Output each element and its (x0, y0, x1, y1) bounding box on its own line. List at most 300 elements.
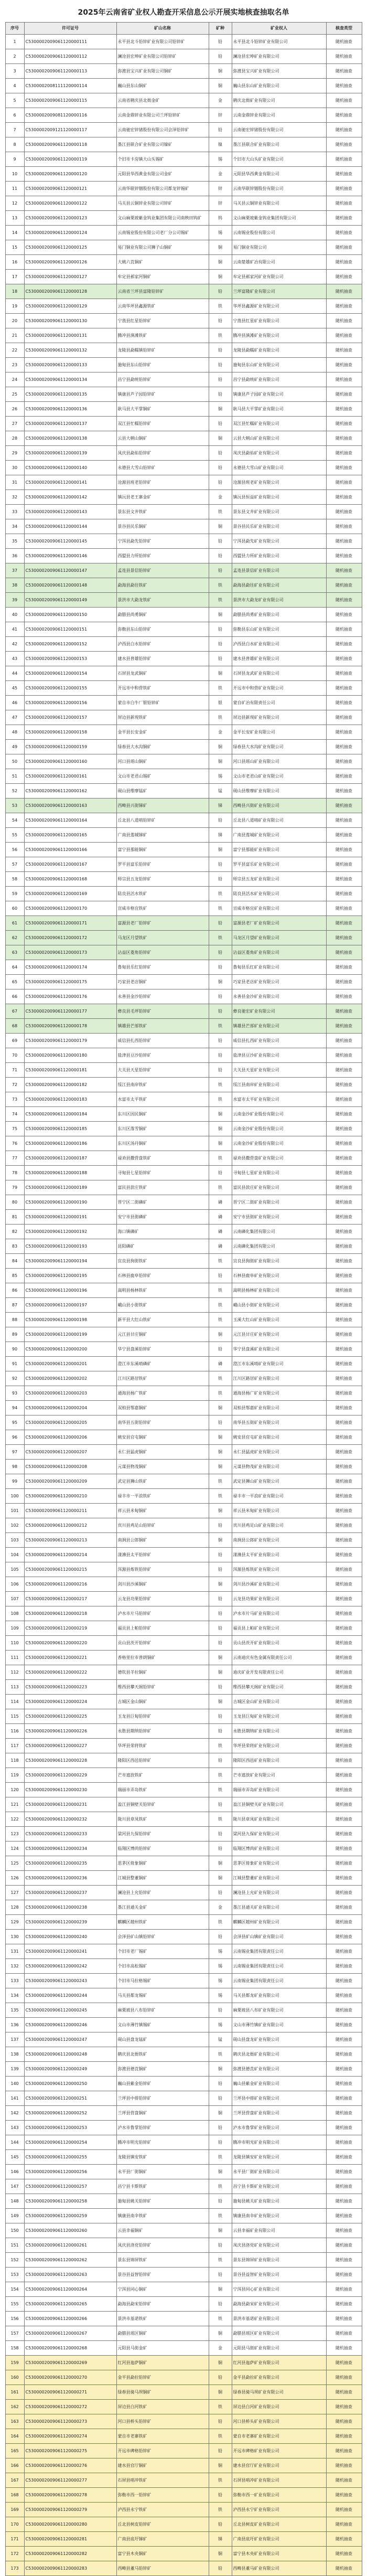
mine-name-cell: 景谷县益智铅锌矿 (116, 2268, 209, 2282)
check-type-cell: 随机抽查 (326, 1239, 362, 1254)
rights-holder-cell: 祥云县米甸矿业有限公司 (232, 1504, 326, 1518)
mine-name-cell: 宁蒗县红星铅锌矿 (116, 314, 209, 328)
row-number-cell: 45 (5, 681, 24, 696)
rights-holder-cell: 建水县普雄矿业有限公司 (232, 652, 326, 666)
row-number-cell: 23 (5, 358, 24, 372)
check-type-cell: 随机抽查 (326, 1371, 362, 1386)
license-number-cell: C5300002009061120000132 (24, 343, 116, 358)
row-number-cell: 51 (5, 769, 24, 784)
rights-holder-cell: 广南县莲城矿业有限公司 (232, 828, 326, 843)
mineral-type-cell: 铁 (209, 2503, 232, 2517)
table-row (5, 1386, 362, 1401)
table-row (5, 358, 362, 372)
check-type-cell: 随机抽查 (326, 1930, 362, 1944)
row-number-cell: 49 (5, 740, 24, 754)
mine-name-cell: 巍山县东山铜矿 (116, 79, 209, 93)
rights-holder-cell: 马关县云铜锌业有限公司 (232, 196, 326, 211)
table-row (5, 563, 362, 578)
rights-holder-cell: 姚安县官屯矿业有限公司 (232, 1430, 326, 1445)
license-number-cell: C5300002009061120000147 (24, 563, 116, 578)
license-number-cell: C5300002009061120000246 (24, 2018, 116, 2032)
check-type-cell: 随机抽查 (326, 1034, 362, 1048)
mineral-type-cell: 铁 (209, 1489, 232, 1504)
mineral-type-cell: 铅 (209, 1606, 232, 1621)
rights-holder-cell: 西畴县董马矿业有限公司 (232, 2561, 326, 2576)
mineral-type-cell: 铜 (209, 519, 232, 534)
mine-name-cell: 云龙县功果铅锌矿 (116, 1592, 209, 1606)
mineral-type-cell: 铜 (209, 843, 232, 857)
table-row (5, 1225, 362, 1239)
row-number-cell: 6 (5, 108, 24, 123)
mine-name-cell: 丘北县八道哨铅锌矿 (116, 813, 209, 828)
mineral-type-cell: 铅 (209, 2077, 232, 2091)
check-type-cell: 随机抽查 (326, 1533, 362, 1548)
mineral-type-cell: 铜 (209, 1107, 232, 1122)
row-number-cell: 58 (5, 872, 24, 887)
mineral-type-cell: 铅 (209, 2121, 232, 2135)
license-number-cell: C5300002009061120000140 (24, 461, 116, 475)
row-number-cell: 44 (5, 666, 24, 681)
check-type-cell: 随机抽查 (326, 1254, 362, 1269)
row-number-cell: 8 (5, 137, 24, 152)
rights-holder-cell: 腾冲市明光矿业有限公司 (232, 2135, 326, 2150)
table-row (5, 1048, 362, 1063)
mine-name-cell: 宁洱县同心铜矿 (116, 2282, 209, 2297)
check-type-cell: 随机抽查 (326, 1621, 362, 1636)
license-number-cell: C5300002009061120000186 (24, 1136, 116, 1151)
mineral-type-cell: 铅 (209, 1048, 232, 1063)
mineral-type-cell: 铅 (209, 1680, 232, 1695)
rights-holder-cell: 绿春县大水沟矿业有限公司 (232, 740, 326, 754)
mineral-type-cell: 铅 (209, 872, 232, 887)
mineral-type-cell: 铅 (209, 1753, 232, 1768)
rights-holder-cell: 云县幸福矿业有限公司 (232, 2223, 326, 2238)
mine-name-cell: 富宁县那能铜矿 (116, 843, 209, 857)
table-row (5, 1592, 362, 1606)
rights-holder-cell: 昌宁县卡斯矿业有限公司 (232, 2179, 326, 2194)
license-number-cell: C5300002009061120000173 (24, 945, 116, 960)
check-type-cell: 随机抽查 (326, 2356, 362, 2370)
rights-holder-cell: 会泽县矿山镇矿业有限公司 (232, 1930, 326, 1944)
check-type-cell: 随机抽查 (326, 2297, 362, 2312)
rights-holder-cell: 陆良县活水矿业有限公司 (232, 887, 326, 901)
mine-name-cell: 巍山县紫金铅锌矿 (116, 2077, 209, 2091)
row-number-cell: 74 (5, 1107, 24, 1122)
row-number-cell: 61 (5, 916, 24, 931)
mine-name-cell: 建水县普雄铅锌矿 (116, 652, 209, 666)
license-number-cell: C5300002009061120000204 (24, 1401, 116, 1415)
license-number-cell: C5300002009061120000268 (24, 2341, 116, 2356)
mineral-type-cell: 铜 (209, 2385, 232, 2400)
table-row (5, 1680, 362, 1695)
mine-name-cell: 昌宁县卡斯铁矿 (116, 2179, 209, 2194)
rights-holder-cell: 丘北县树皮矿业有限公司 (232, 2517, 326, 2532)
mine-name-cell: 开远市中和营铁矿 (116, 681, 209, 696)
rights-holder-cell: 马龙区月望矿业有限公司 (232, 931, 326, 945)
mine-name-cell: 富民县款庄铁矿 (116, 1180, 209, 1195)
table-row (5, 710, 362, 725)
table-row (5, 2238, 362, 2253)
mine-name-cell: 河口县桥头铅锌矿 (116, 2414, 209, 2429)
mine-name-cell: 禄劝县撒营盘铁矿 (116, 1151, 209, 1166)
column-header-no: 序号 (5, 23, 24, 35)
table-row (5, 1445, 362, 1460)
check-type-cell: 随机抽查 (326, 284, 362, 299)
check-type-cell: 随机抽查 (326, 989, 362, 1004)
license-number-cell: C5300002009061120000230 (24, 1783, 116, 1797)
mineral-type-cell: 铅 (209, 622, 232, 637)
check-type-cell: 随机抽查 (326, 1827, 362, 1841)
mine-name-cell: 鲁甸县乐红铅锌矿 (116, 960, 209, 975)
license-number-cell: C5300002009061120000143 (24, 505, 116, 519)
rights-holder-cell: 洱源县炼铁矿业有限公司 (232, 1562, 326, 1577)
row-number-cell: 104 (5, 1548, 24, 1562)
rights-holder-cell: 嵩明县杨林矿业有限公司 (232, 1283, 326, 1298)
table-row (5, 916, 362, 931)
mineral-type-cell: 铜 (209, 431, 232, 446)
rights-holder-cell: 石屏县龙武矿业有限公司 (232, 666, 326, 681)
license-number-cell: C5300002009061120000265 (24, 2297, 116, 2312)
rights-holder-cell: 凤庆县勐佑矿业有限公司 (232, 446, 326, 461)
mine-name-cell: 澄江市东溪哨磷矿 (116, 1357, 209, 1371)
check-type-cell: 随机抽查 (326, 916, 362, 931)
mineral-type-cell: 铜 (209, 2356, 232, 2370)
license-number-cell: C5300002009061120000235 (24, 1856, 116, 1871)
rights-holder-cell: 镇康县南伞矿业有限公司 (232, 2209, 326, 2223)
table-row (5, 1210, 362, 1225)
license-number-cell: C5300002009061120000271 (24, 2385, 116, 2400)
license-number-cell: C5300002009061120000270 (24, 2370, 116, 2385)
row-number-cell: 55 (5, 828, 24, 843)
check-type-cell: 随机抽查 (326, 1122, 362, 1136)
rights-holder-cell: 江川区路居矿业有限公司 (232, 1371, 326, 1386)
rights-holder-cell: 个旧市大山头矿业有限公司 (232, 152, 326, 167)
row-number-cell: 101 (5, 1504, 24, 1518)
check-type-cell: 随机抽查 (326, 343, 362, 358)
check-type-cell: 随机抽查 (326, 1474, 362, 1489)
check-type-cell: 随机抽查 (326, 2488, 362, 2503)
check-type-cell: 随机抽查 (326, 402, 362, 417)
table-row (5, 740, 362, 754)
license-number-cell: C5300002009061120000197 (24, 1298, 116, 1313)
license-number-cell: C5300002009061120000232 (24, 1812, 116, 1827)
license-number-cell: C5300002009061120000262 (24, 2253, 116, 2268)
mine-name-cell: 水富市太平铁矿 (116, 1092, 209, 1107)
check-type-cell: 随机抽查 (326, 490, 362, 505)
mine-name-cell: 华宁县盘溪铅锌矿 (116, 1342, 209, 1357)
license-number-cell: C5300002009061120000282 (24, 2547, 116, 2561)
row-number-cell: 59 (5, 887, 24, 901)
mine-name-cell: 隆阳区西邑铅锌矿 (116, 1753, 209, 1768)
check-type-cell: 随机抽查 (326, 1401, 362, 1415)
mineral-type-cell: 铅 (209, 1004, 232, 1019)
check-type-cell: 随机抽查 (326, 1724, 362, 1739)
mineral-type-cell: 铅 (209, 534, 232, 549)
mineral-type-cell: 铁 (209, 901, 232, 916)
mine-name-cell: 通海县杨广铁矿 (116, 1386, 209, 1401)
license-number-cell: C5300002009061120000128 (24, 284, 116, 299)
row-number-cell: 97 (5, 1445, 24, 1460)
table-row (5, 2062, 362, 2077)
row-number-cell: 166 (5, 2458, 24, 2473)
row-number-cell: 5 (5, 93, 24, 108)
mine-name-cell: 金平县长安金矿 (116, 725, 209, 740)
mine-name-cell: 石屏县龙武铜矿 (116, 666, 209, 681)
mine-name-cell: 鹤庆县北衙铁矿 (116, 2047, 209, 2062)
table-row (5, 1474, 362, 1489)
license-number-cell: C5300002009061120000240 (24, 1930, 116, 1944)
row-number-cell: 4 (5, 79, 24, 93)
mineral-type-cell: 铅 (209, 2488, 232, 2503)
mine-name-cell: 洱源县炼铁铅锌矿 (116, 1562, 209, 1577)
row-number-cell: 31 (5, 475, 24, 490)
mine-name-cell: 会泽县矿山镇铅锌矿 (116, 1930, 209, 1944)
mineral-type-cell: 铜 (209, 2062, 232, 2077)
mineral-type-cell: 锡 (209, 1959, 232, 1974)
check-type-cell: 随机抽查 (326, 2429, 362, 2444)
row-number-cell: 98 (5, 1460, 24, 1474)
check-type-cell: 随机抽查 (326, 270, 362, 284)
table-row (5, 431, 362, 446)
table-row (5, 1019, 362, 1034)
license-number-cell: C5300002009061120000251 (24, 2091, 116, 2106)
table-row (5, 637, 362, 652)
rights-holder-cell: 墨江县联合矿业有限公司 (232, 137, 326, 152)
mineral-type-cell: 铁 (209, 1092, 232, 1107)
rights-holder-cell: 盈江县铜壁关矿业有限公司 (232, 1797, 326, 1812)
row-number-cell: 70 (5, 1048, 24, 1063)
check-type-cell: 随机抽查 (326, 1180, 362, 1195)
mineral-type-cell: 铜 (209, 2547, 232, 2561)
table-row (5, 2003, 362, 2018)
check-type-cell: 随机抽查 (326, 1269, 362, 1283)
check-type-cell: 随机抽查 (326, 314, 362, 328)
license-number-cell: C5300002009061120000261 (24, 2238, 116, 2253)
row-number-cell: 152 (5, 2253, 24, 2268)
mine-name-cell: 东川区因民铜矿 (116, 1107, 209, 1122)
mine-name-cell: 施甸县姚关铅锌矿 (116, 2194, 209, 2209)
mine-name-cell: 云南锡业股份有限公司老厂分公司锡矿 (116, 226, 209, 240)
mineral-type-cell: 铅 (209, 652, 232, 666)
check-type-cell: 随机抽查 (326, 960, 362, 975)
license-number-cell: C5300002009061120000111 (24, 35, 116, 49)
rights-holder-cell: 龙陵县镇安矿业有限公司 (232, 2150, 326, 2165)
rights-holder-cell: 元谋县物茂矿业有限公司 (232, 1460, 326, 1474)
mine-name-cell: 剑川县沙溪铜矿 (116, 1577, 209, 1592)
rights-holder-cell: 云南锡业股份有限公司 (232, 226, 326, 240)
table-row (5, 1357, 362, 1371)
row-number-cell: 124 (5, 1841, 24, 1856)
license-number-cell: C5300002009061120000218 (24, 1606, 116, 1621)
row-number-cell: 80 (5, 1195, 24, 1210)
mineral-type-cell: 铅 (209, 2238, 232, 2253)
mineral-type-cell: 铁 (209, 1783, 232, 1797)
rights-holder-cell: 巍山县紫金矿业有限公司 (232, 2077, 326, 2091)
mine-name-cell: 大关县天星铅锌矿 (116, 1063, 209, 1078)
license-number-cell: C5300002009061120000150 (24, 608, 116, 622)
row-number-cell: 173 (5, 2561, 24, 2576)
row-number-cell: 140 (5, 2077, 24, 2091)
check-type-cell: 随机抽查 (326, 1004, 362, 1019)
table-row (5, 608, 362, 622)
row-number-cell: 33 (5, 505, 24, 519)
mine-name-cell: 绿春县大水沟铜矿 (116, 740, 209, 754)
mineral-type-cell: 铅 (209, 1063, 232, 1078)
row-number-cell: 136 (5, 2018, 24, 2032)
row-number-cell: 102 (5, 1518, 24, 1533)
check-type-cell: 随机抽查 (326, 549, 362, 563)
rights-holder-cell: 河口县瑶山矿业有限公司 (232, 754, 326, 769)
row-number-cell: 75 (5, 1122, 24, 1136)
license-number-cell: C5300002009061120000260 (24, 2223, 116, 2238)
row-number-cell: 26 (5, 402, 24, 417)
table-row (5, 1988, 362, 2003)
check-type-cell: 随机抽查 (326, 637, 362, 652)
table-row (5, 505, 362, 519)
check-type-cell: 随机抽查 (326, 49, 362, 64)
mine-name-cell: 江川区路居铁矿 (116, 1371, 209, 1386)
table-row (5, 813, 362, 828)
rights-holder-cell: 古城区金山矿业有限公司 (232, 1695, 326, 1709)
mine-name-cell: 晋宁区二街磷矿 (116, 1195, 209, 1210)
row-number-cell: 127 (5, 1886, 24, 1900)
rights-holder-cell: 石林县鹿阜矿业有限公司 (232, 1269, 326, 1283)
row-number-cell: 24 (5, 372, 24, 387)
row-number-cell: 99 (5, 1474, 24, 1489)
rights-holder-cell: 绥江县南岸矿业有限公司 (232, 1078, 326, 1092)
license-number-cell: C5300002009061120000118 (24, 137, 116, 152)
rights-holder-cell: 师宗县五龙矿业有限公司 (232, 872, 326, 887)
check-type-cell: 随机抽查 (326, 2326, 362, 2341)
mine-name-cell: 陆良县活水铁矿 (116, 887, 209, 901)
rights-holder-cell: 临翔区博尚矿业有限公司 (232, 1841, 326, 1856)
check-type-cell: 随机抽查 (326, 2194, 362, 2209)
row-number-cell: 40 (5, 608, 24, 622)
mine-name-cell: 罗平县富乐铅锌矿 (116, 857, 209, 872)
mineral-type-cell: 铜 (209, 1533, 232, 1548)
mineral-type-cell: 铅 (209, 417, 232, 431)
check-type-cell: 随机抽查 (326, 167, 362, 182)
mineral-type-cell: 铅 (209, 2091, 232, 2106)
table-row (5, 49, 362, 64)
table-row (5, 1122, 362, 1136)
check-type-cell: 随机抽查 (326, 64, 362, 79)
row-number-cell: 95 (5, 1415, 24, 1430)
check-type-cell: 随机抽查 (326, 505, 362, 519)
mine-name-cell: 景洪市大勐龙铁矿 (116, 593, 209, 608)
rights-holder-cell: 永平县北斗铅锌矿业有限公司 (232, 35, 326, 49)
row-number-cell: 11 (5, 182, 24, 196)
table-row (5, 1180, 362, 1195)
license-number-cell: C5300002009061120000126 (24, 255, 116, 270)
row-number-cell: 86 (5, 1283, 24, 1298)
row-number-cell: 78 (5, 1166, 24, 1180)
check-type-cell: 随机抽查 (326, 681, 362, 696)
table-row (5, 1063, 362, 1078)
table-row (5, 828, 362, 843)
mine-name-cell: 元谋县物茂铜矿 (116, 1460, 209, 1474)
license-number-cell: C5300002009061120000179 (24, 1034, 116, 1048)
mineral-type-cell: 铜 (209, 1695, 232, 1709)
mineral-type-cell: 铅 (209, 945, 232, 960)
row-number-cell: 37 (5, 563, 24, 578)
check-type-cell: 随机抽查 (326, 1415, 362, 1430)
row-number-cell: 10 (5, 167, 24, 182)
table-row (5, 901, 362, 916)
rights-holder-cell: 瑞丽市弄岛矿业有限公司 (232, 1783, 326, 1797)
row-number-cell: 56 (5, 843, 24, 857)
rights-holder-cell: 永仁县猛虎矿业有限公司 (232, 1445, 326, 1460)
rights-holder-cell: 南涧县公郎矿业有限公司 (232, 1533, 326, 1548)
mineral-type-cell: 磷 (209, 1195, 232, 1210)
mineral-type-cell: 铅 (209, 1562, 232, 1577)
mine-name-cell: 砚山县盘龙锰矿 (116, 2032, 209, 2047)
license-number-cell: C5300002009061120000163 (24, 799, 116, 813)
license-number-cell: C5300002009061120000252 (24, 2106, 116, 2121)
license-number-cell: C5300002009061120000203 (24, 1386, 116, 1401)
mineral-type-cell: 铅 (209, 563, 232, 578)
mineral-type-cell: 铜 (209, 270, 232, 284)
mine-name-cell: 红河县迤萨铜矿 (116, 2356, 209, 2370)
table-row (5, 2503, 362, 2517)
license-number-cell: C5300002009061120000125 (24, 240, 116, 255)
row-number-cell: 43 (5, 652, 24, 666)
rights-holder-cell: 云南锡业集团有限责任公司 (232, 1959, 326, 1974)
mine-name-cell: 玉龙县巨甸铅锌矿 (116, 1709, 209, 1724)
row-number-cell: 139 (5, 2062, 24, 2077)
check-type-cell: 随机抽查 (326, 2370, 362, 2385)
license-number-cell: C5300002009061120000193 (24, 1239, 116, 1254)
mineral-type-cell: 铅 (209, 2370, 232, 2385)
check-type-cell: 随机抽查 (326, 843, 362, 857)
license-number-cell: C5300002009061120000171 (24, 916, 116, 931)
license-number-cell: C5300002009061120000148 (24, 578, 116, 593)
rights-holder-cell: 勐海县勐往矿业有限公司 (232, 578, 326, 593)
table-row (5, 1239, 362, 1254)
table-row (5, 989, 362, 1004)
license-number-cell: C5300002009061120000189 (24, 1180, 116, 1195)
mine-name-cell: 河口县瑶山铜矿 (116, 754, 209, 769)
rights-holder-cell: 开远市中和营矿业有限公司 (232, 681, 326, 696)
mine-name-cell: 富源县老厂铅锌矿 (116, 916, 209, 931)
license-number-cell: C5300002009061120000124 (24, 226, 116, 240)
table-row (5, 152, 362, 167)
row-number-cell: 144 (5, 2135, 24, 2150)
mineral-type-cell: 铜 (209, 608, 232, 622)
check-type-cell: 随机抽查 (326, 1445, 362, 1460)
check-type-cell: 随机抽查 (326, 1944, 362, 1959)
license-number-cell: C5300002009061120000153 (24, 652, 116, 666)
row-number-cell: 28 (5, 431, 24, 446)
license-number-cell: C5300002009061120000137 (24, 417, 116, 431)
table-row (5, 1533, 362, 1548)
license-number-cell: C5300002009061120000123 (24, 211, 116, 226)
check-type-cell: 随机抽查 (326, 2268, 362, 2282)
check-type-cell: 随机抽查 (326, 828, 362, 843)
mine-name-cell: 海口镇磷矿 (116, 1225, 209, 1239)
check-type-cell: 随机抽查 (326, 137, 362, 152)
check-type-cell: 随机抽查 (326, 1900, 362, 1915)
check-type-cell: 随机抽查 (326, 1210, 362, 1225)
table-row (5, 799, 362, 813)
row-number-cell: 72 (5, 1078, 24, 1092)
rights-holder-cell: 建水县官厅矿业有限公司 (232, 2458, 326, 2473)
rights-holder-cell: 兰坪富隆矿业有限公司 (232, 284, 326, 299)
mineral-type-cell: 铅 (209, 637, 232, 652)
mineral-type-cell: 铅 (209, 1886, 232, 1900)
mineral-type-cell: 铁 (209, 2253, 232, 2268)
mineral-type-cell: 铅 (209, 35, 232, 49)
